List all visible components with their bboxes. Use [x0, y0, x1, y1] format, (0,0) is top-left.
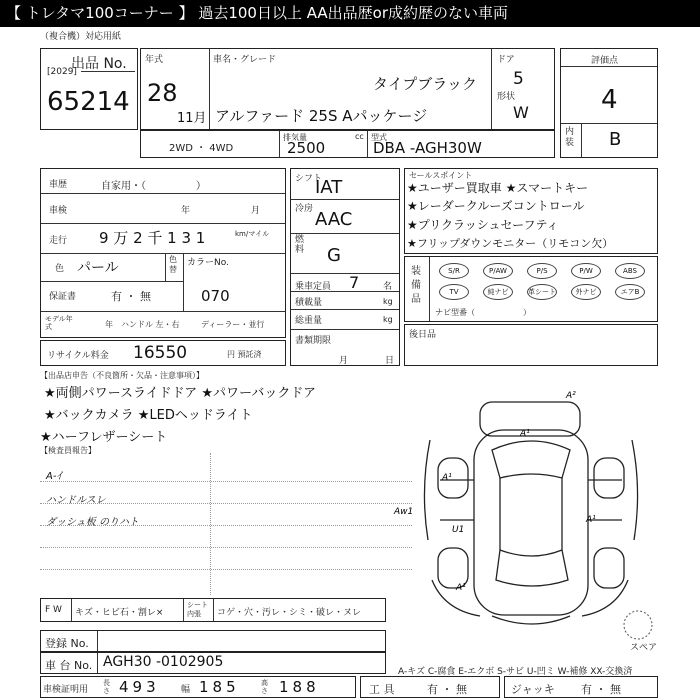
color-code: 070 — [201, 287, 230, 305]
dims-height-label: 高さ — [261, 679, 268, 695]
recycle-value: 16550 — [133, 343, 188, 363]
history-label: 車歴 — [49, 180, 68, 190]
name-line1: タイプブラック — [373, 75, 477, 93]
lot-number: 65214 — [47, 87, 130, 117]
spec-row — [140, 130, 555, 158]
load-label: 積載量 — [295, 298, 323, 308]
chassis-value: AGH30 -0102905 — [103, 654, 224, 670]
model-year-label: モデル年式 — [45, 315, 73, 331]
equipment-item: S/R — [439, 263, 469, 279]
fw-label: F W — [45, 605, 62, 615]
sales-point-4: ★フリップダウンモニター（リモコン欠） — [407, 237, 614, 250]
dims-height: 188 — [279, 678, 320, 696]
model-label: 型式 — [371, 133, 387, 142]
mileage-value: 9 万 2 千 1 3 1 — [99, 229, 206, 247]
equipment-item: ABS — [615, 263, 645, 279]
fw-seat-label: シート 内張 — [187, 601, 208, 618]
equipment-item: 純ナビ — [483, 284, 513, 300]
inspection-month: 月 — [251, 206, 261, 216]
equipment-item: P/S — [527, 263, 557, 279]
tools-box — [360, 676, 500, 698]
sales-label: セールスポイント — [409, 171, 473, 180]
option-line-2: ★バックカメラ ★LEDヘッドライト — [44, 408, 253, 423]
navi-model: ナビ型番（ ） — [435, 308, 531, 317]
displacement-unit: cc — [355, 132, 364, 141]
ac-label: 冷房 — [295, 204, 314, 214]
history-value: 自家用・（ ） — [101, 181, 206, 192]
doors-value: 5 — [513, 69, 524, 89]
lot-tag: [2029] — [47, 67, 77, 77]
options-label: 【出品店申告（不良箇所・欠品・注意事項）】 — [40, 371, 204, 380]
option-line-3: ★ハーフレザーシート — [40, 430, 168, 445]
attached-box — [404, 324, 658, 366]
jack-box — [504, 676, 658, 698]
interior-label: 内装 — [565, 127, 575, 148]
equipment-item: 外ナビ — [571, 284, 601, 300]
color-label: 色 — [55, 264, 65, 274]
tools-label: 工 具 — [369, 683, 395, 696]
sales-point-3: ★プリクラッシュセーフティ — [407, 218, 559, 232]
recycle-unit: 円 預託済 — [227, 350, 262, 359]
notes-area — [40, 445, 400, 595]
fuel-label: 燃料 — [295, 235, 305, 255]
banner-text: 【 トレタマ100コーナー 】 過去100日以上 AA出品歴or成約歴のない車両 — [6, 4, 509, 22]
diagram-mark-7: A¹ — [586, 515, 596, 525]
vehicle-block — [140, 48, 555, 130]
reg-row — [40, 630, 386, 652]
tools-value: 有 ・ 無 — [427, 683, 467, 696]
diagram-mark-5: U1 — [452, 525, 465, 535]
dims-length: 493 — [119, 678, 160, 696]
equipment-box — [404, 256, 658, 322]
jack-value: 有 ・ 無 — [581, 683, 621, 696]
note-line-1: A-ｲ — [46, 471, 62, 482]
model-year-unit: 年 — [105, 320, 113, 329]
notes-label: 【検査員報告】 — [40, 446, 96, 455]
name-line2: アルファード 25S Aパッケージ — [215, 107, 428, 125]
sales-box — [404, 168, 658, 254]
warranty-label: 保証書 — [49, 292, 77, 302]
ac-value: AAC — [315, 209, 353, 230]
middle-column — [290, 168, 400, 366]
dealer-label: ディーラー・並行 — [201, 320, 265, 329]
inspection-year: 年 — [181, 206, 191, 216]
color-change-label: 色替 — [169, 255, 177, 274]
dims-row — [40, 676, 356, 698]
shift-value: IAT — [315, 177, 343, 198]
fuel-value: G — [327, 245, 341, 266]
chassis-row — [40, 652, 386, 674]
interior-value: B — [609, 129, 622, 150]
score-label: 評価点 — [591, 56, 619, 66]
equipment-item: P/W — [571, 263, 601, 279]
capacity-unit: 名 — [383, 282, 393, 292]
color-value: パール — [77, 260, 119, 276]
score-value: 4 — [601, 85, 618, 115]
name-label: 車名・グレード — [213, 55, 277, 65]
inspection-label: 車検 — [49, 206, 68, 216]
expiry-label: 書類期限 — [295, 336, 332, 346]
score-box — [560, 48, 658, 158]
damage-legend: A-キズ C-腐食 E-エクボ S-サビ U-凹ミ W-補修 XX-交換済 — [398, 667, 633, 677]
expiry-day: 日 — [385, 356, 395, 366]
equipment-item: P/AW — [483, 263, 513, 279]
dims-label: 車検証明用 — [43, 685, 89, 695]
attached-label: 後日品 — [409, 330, 437, 340]
note-line-3: ダッシュ板 のりハト — [46, 517, 139, 528]
diagram-mark-2: A¹ — [520, 429, 530, 439]
expiry-month: 月 — [339, 356, 349, 366]
mileage-unit: km/マイル — [235, 230, 270, 238]
spare-label: スペア — [630, 643, 658, 653]
sales-point-1: ★ユーザー買取車 ★スマートキー — [407, 181, 589, 195]
displacement-value: 2500 — [287, 139, 326, 157]
note-line-2: ハンドルスレ — [46, 495, 106, 506]
year-label: 年式 — [145, 55, 164, 65]
color-code-label: カラーNo. — [187, 258, 229, 268]
reg-label: 登録 No. — [45, 637, 89, 650]
warranty-value: 有 ・ 無 — [111, 290, 151, 303]
diagram-mark-1: A² — [566, 391, 576, 401]
fw-glass: キズ・ヒビ石・割レ× — [75, 608, 164, 618]
dims-length-label: 長さ — [103, 679, 110, 695]
diagram-mark-4: Aw1 — [394, 507, 414, 517]
dims-width: 185 — [199, 678, 240, 696]
equipment-item: 革シート — [527, 284, 557, 300]
fw-row — [40, 598, 386, 622]
diagram-mark-3: A¹ — [442, 473, 452, 483]
chassis-label: 車 台 No. — [45, 659, 93, 672]
capacity-label: 乗車定員 — [295, 282, 332, 292]
equipment-item: エアB — [615, 284, 645, 300]
capacity-value: 7 — [349, 273, 360, 292]
diagram-mark-6: A¹ — [456, 583, 466, 593]
gross-unit: kg — [383, 315, 393, 324]
lot-label: 出品 No. — [71, 56, 127, 72]
gross-label: 総重量 — [295, 316, 323, 326]
displacement-label: 排気量 — [283, 133, 307, 142]
doors-label: ドア — [497, 55, 515, 65]
mileage-label: 走行 — [49, 236, 68, 246]
year-value: 28 — [147, 79, 178, 107]
lot-box — [40, 48, 138, 130]
shape-value: W — [513, 103, 529, 122]
shift-label: シフト — [295, 174, 323, 184]
handle-label: ハンドル 左・右 — [121, 320, 180, 329]
recycle-label: リサイクル料金 — [47, 351, 109, 361]
load-unit: kg — [383, 297, 393, 306]
sales-point-2: ★レーダークルーズコントロール — [407, 199, 585, 213]
subnote: （複合機）対応用紙 — [40, 32, 122, 42]
equipment-item: TV — [439, 284, 469, 300]
recycle-box — [40, 340, 286, 366]
model-value: DBA -AGH30W — [373, 139, 482, 157]
banner-bar — [0, 0, 700, 27]
option-line-1: ★両側パワースライドドア ★パワーバックドア — [44, 386, 316, 401]
fw-seat-damage: コゲ・穴・汚レ・シミ・破レ・ヌレ — [217, 608, 362, 618]
year-month: 11月 — [177, 111, 207, 126]
car-damage-diagram — [394, 380, 670, 640]
dims-width-label: 幅 — [181, 685, 191, 695]
shape-label: 形状 — [497, 92, 516, 102]
info-block — [40, 168, 286, 338]
drive-type: 2WD ・ 4WD — [169, 143, 234, 154]
jack-label: ジャッキ — [511, 683, 555, 696]
options-area — [40, 370, 400, 450]
equipment-label: 装備品 — [411, 266, 421, 305]
